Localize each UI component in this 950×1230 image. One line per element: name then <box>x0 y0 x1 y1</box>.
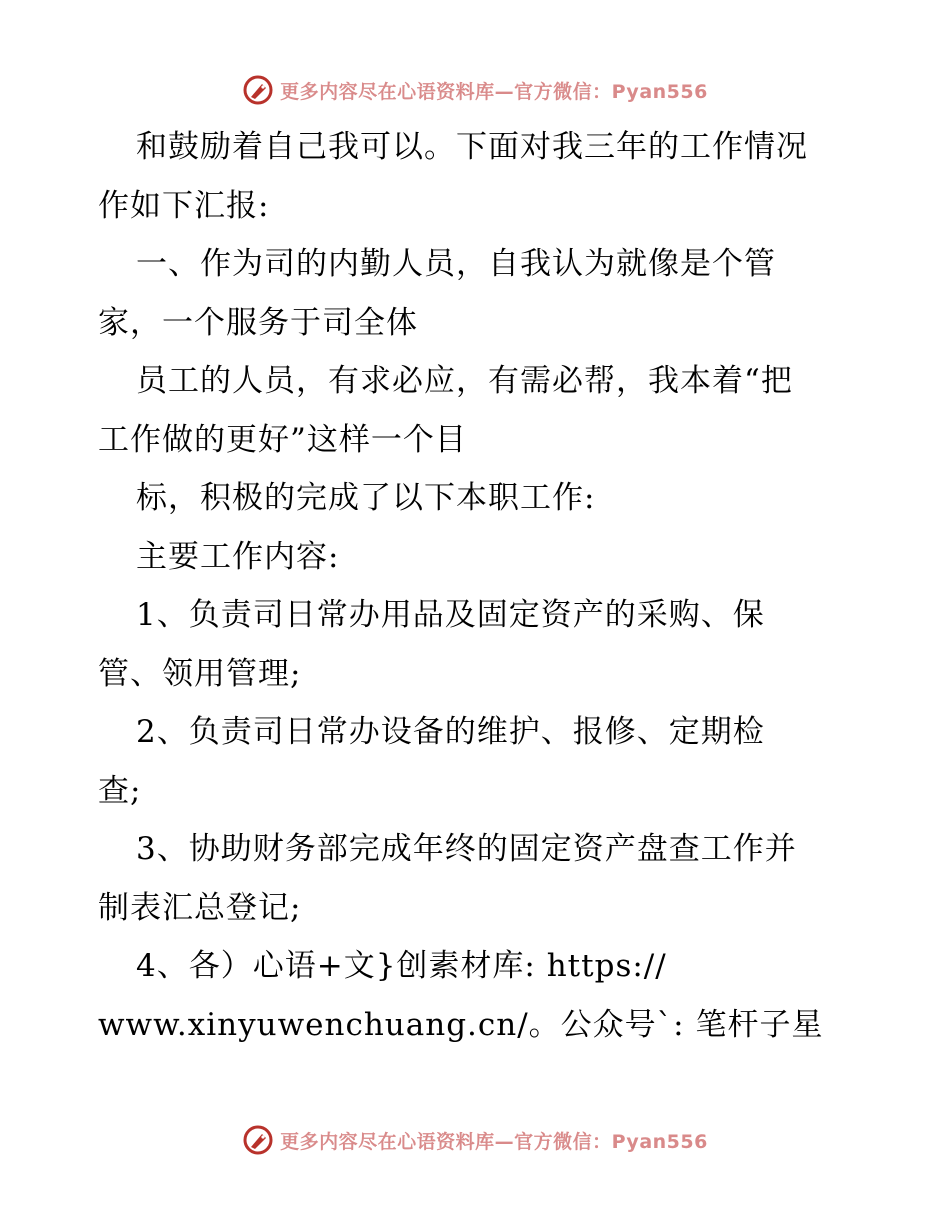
body-line: 工作做的更好”这样一个目 <box>98 421 467 458</box>
body-line: 查; <box>98 772 142 809</box>
header-banner <box>0 70 950 110</box>
body-line: 4、各）心语+文}创素材库: https:// <box>136 948 667 984</box>
footer-banner-text: 更多内容尽在心语资料库—官方微信：Pyan556 <box>280 1130 708 1153</box>
pen-nib-logo-icon <box>242 74 274 106</box>
body-line: 标，积极的完成了以下本职工作: <box>136 480 596 516</box>
document-body <box>98 118 858 1054</box>
body-line: 1、负责司日常办用品及固定资产的采购、保 <box>136 597 765 633</box>
body-line: 作如下汇报: <box>98 187 270 224</box>
body-line: 2、负责司日常办设备的维护、报修、定期检 <box>136 714 765 750</box>
body-line: 一、作为司的内勤人员，自我认为就像是个管 <box>136 246 776 282</box>
pen-nib-logo-icon <box>242 1124 274 1156</box>
body-line: 员工的人员，有求必应，有需必帮，我本着“把 <box>136 363 793 399</box>
body-line: www.xinyuwenchuang.cn/。公众号`: 笔杆子星 <box>98 1006 824 1043</box>
body-line: 主要工作内容: <box>136 538 340 575</box>
body-line: 和鼓励着自己我可以。下面对我三年的工作情况 <box>136 129 808 165</box>
footer-banner <box>0 1120 950 1160</box>
body-line: 管、领用管理; <box>98 655 302 692</box>
body-line: 制表汇总登记; <box>98 889 302 926</box>
header-banner-text: 更多内容尽在心语资料库—官方微信：Pyan556 <box>280 80 708 103</box>
body-line: 3、协助财务部完成年终的固定资产盘查工作并 <box>136 831 797 867</box>
body-line: 家，一个服务于司全体 <box>98 304 418 341</box>
